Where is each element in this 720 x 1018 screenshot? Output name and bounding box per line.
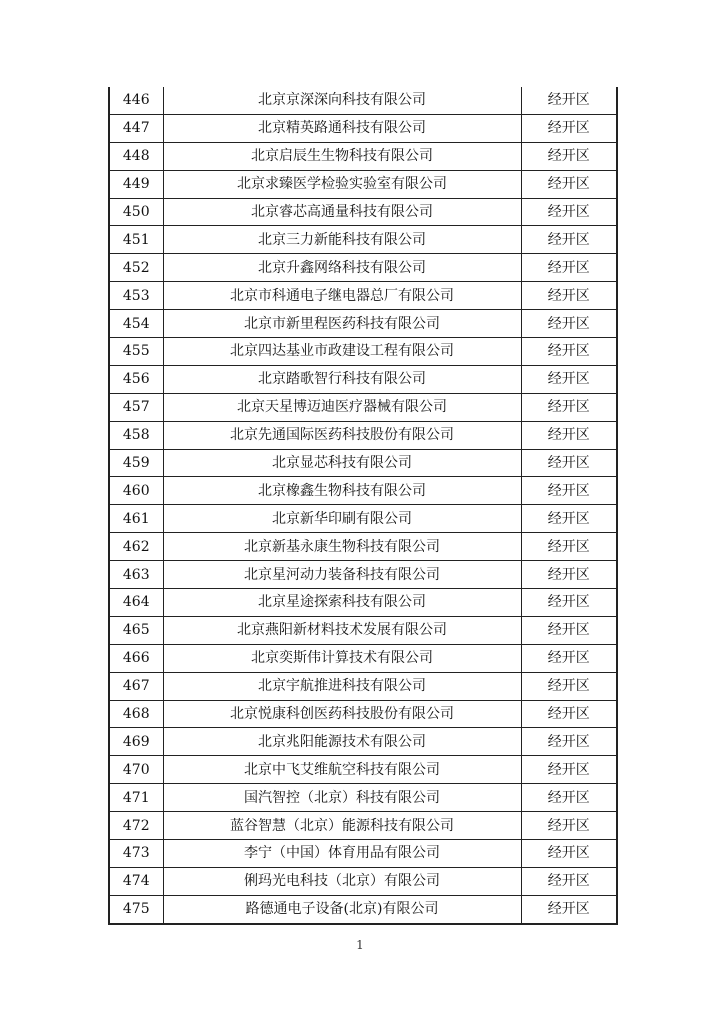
table-row — [109, 87, 617, 114]
row-number: 455 — [109, 338, 163, 366]
district-name: 经开区 — [521, 170, 617, 198]
company-name: 北京启辰生生物科技有限公司 — [163, 142, 521, 170]
company-name: 北京求臻医学检验实验室有限公司 — [163, 170, 521, 198]
district-name: 经开区 — [521, 867, 617, 895]
company-name: 北京市科通电子继电器总厂有限公司 — [163, 282, 521, 310]
table-row — [109, 198, 617, 226]
district-name: 经开区 — [521, 812, 617, 840]
district-name: 经开区 — [521, 505, 617, 533]
row-number: 465 — [109, 616, 163, 644]
district-name: 经开区 — [521, 784, 617, 812]
row-number: 475 — [109, 895, 163, 923]
company-name: 北京升鑫网络科技有限公司 — [163, 254, 521, 282]
row-number: 468 — [109, 700, 163, 728]
table-row — [109, 700, 617, 728]
row-number: 460 — [109, 477, 163, 505]
table-row — [109, 310, 617, 338]
table-row — [109, 589, 617, 617]
district-name: 经开区 — [521, 449, 617, 477]
district-name: 经开区 — [521, 840, 617, 868]
company-name: 北京燕阳新材料技术发展有限公司 — [163, 616, 521, 644]
table-row — [109, 756, 617, 784]
district-name: 经开区 — [521, 589, 617, 617]
row-number: 474 — [109, 867, 163, 895]
row-number: 471 — [109, 784, 163, 812]
table-row — [109, 338, 617, 366]
table-row — [109, 449, 617, 477]
company-name: 北京三力新能科技有限公司 — [163, 226, 521, 254]
table-row — [109, 616, 617, 644]
district-name: 经开区 — [521, 561, 617, 589]
company-name: 北京新华印刷有限公司 — [163, 505, 521, 533]
company-name: 北京精英路通科技有限公司 — [163, 114, 521, 142]
row-number: 464 — [109, 589, 163, 617]
row-number: 469 — [109, 728, 163, 756]
company-name: 北京市新里程医药科技有限公司 — [163, 310, 521, 338]
district-name: 经开区 — [521, 421, 617, 449]
company-name: 北京踏歌智行科技有限公司 — [163, 365, 521, 393]
district-name: 经开区 — [521, 142, 617, 170]
district-name: 经开区 — [521, 895, 617, 923]
district-name: 经开区 — [521, 198, 617, 226]
table-row — [109, 393, 617, 421]
row-number: 452 — [109, 254, 163, 282]
row-number: 446 — [109, 87, 163, 114]
row-number: 447 — [109, 114, 163, 142]
table-row — [109, 142, 617, 170]
row-number: 467 — [109, 672, 163, 700]
company-name: 李宁（中国）体育用品有限公司 — [163, 840, 521, 868]
company-name: 北京奕斯伟计算技术有限公司 — [163, 644, 521, 672]
company-name: 北京新基永康生物科技有限公司 — [163, 533, 521, 561]
company-name: 北京宇航推进科技有限公司 — [163, 672, 521, 700]
table-row — [109, 477, 617, 505]
row-number: 451 — [109, 226, 163, 254]
table-row — [109, 282, 617, 310]
district-name: 经开区 — [521, 728, 617, 756]
table-row — [109, 226, 617, 254]
company-name: 北京橡鑫生物科技有限公司 — [163, 477, 521, 505]
table-row — [109, 644, 617, 672]
company-table — [108, 87, 618, 925]
company-name: 北京星河动力装备科技有限公司 — [163, 561, 521, 589]
district-name: 经开区 — [521, 310, 617, 338]
table-row — [109, 812, 617, 840]
company-table-body — [109, 87, 617, 924]
district-name: 经开区 — [521, 756, 617, 784]
row-number: 470 — [109, 756, 163, 784]
company-name: 北京悦康科创医药科技股份有限公司 — [163, 700, 521, 728]
row-number: 473 — [109, 840, 163, 868]
district-name: 经开区 — [521, 282, 617, 310]
company-name: 北京显芯科技有限公司 — [163, 449, 521, 477]
table-row — [109, 784, 617, 812]
district-name: 经开区 — [521, 114, 617, 142]
row-number: 458 — [109, 421, 163, 449]
table-row — [109, 895, 617, 923]
table-row — [109, 533, 617, 561]
table-row — [109, 505, 617, 533]
company-name: 北京先通国际医药科技股份有限公司 — [163, 421, 521, 449]
table-row — [109, 561, 617, 589]
row-number: 472 — [109, 812, 163, 840]
table-row — [109, 170, 617, 198]
district-name: 经开区 — [521, 393, 617, 421]
company-name: 北京睿芯高通量科技有限公司 — [163, 198, 521, 226]
table-row — [109, 254, 617, 282]
company-name: 俐玛光电科技（北京）有限公司 — [163, 867, 521, 895]
table-row — [109, 365, 617, 393]
table-row — [109, 840, 617, 868]
row-number: 462 — [109, 533, 163, 561]
company-name: 北京四达基业市政建设工程有限公司 — [163, 338, 521, 366]
company-name: 北京天星博迈迪医疗器械有限公司 — [163, 393, 521, 421]
district-name: 经开区 — [521, 616, 617, 644]
row-number: 448 — [109, 142, 163, 170]
district-name: 经开区 — [521, 338, 617, 366]
company-name: 国汽智控（北京）科技有限公司 — [163, 784, 521, 812]
company-name: 北京星途探索科技有限公司 — [163, 589, 521, 617]
row-number: 459 — [109, 449, 163, 477]
row-number: 457 — [109, 393, 163, 421]
company-name: 北京兆阳能源技术有限公司 — [163, 728, 521, 756]
district-name: 经开区 — [521, 87, 617, 114]
district-name: 经开区 — [521, 644, 617, 672]
district-name: 经开区 — [521, 672, 617, 700]
district-name: 经开区 — [521, 533, 617, 561]
company-name: 路德通电子设备(北京)有限公司 — [163, 895, 521, 923]
row-number: 463 — [109, 561, 163, 589]
row-number: 449 — [109, 170, 163, 198]
row-number: 456 — [109, 365, 163, 393]
table-row — [109, 421, 617, 449]
table-row — [109, 867, 617, 895]
district-name: 经开区 — [521, 254, 617, 282]
company-name: 北京中飞艾维航空科技有限公司 — [163, 756, 521, 784]
district-name: 经开区 — [521, 700, 617, 728]
district-name: 经开区 — [521, 226, 617, 254]
table-row — [109, 114, 617, 142]
page-number: 1 — [356, 938, 364, 952]
row-number: 450 — [109, 198, 163, 226]
company-name: 北京京深深向科技有限公司 — [163, 87, 521, 114]
district-name: 经开区 — [521, 477, 617, 505]
row-number: 461 — [109, 505, 163, 533]
row-number: 454 — [109, 310, 163, 338]
district-name: 经开区 — [521, 365, 617, 393]
company-name: 蓝谷智慧（北京）能源科技有限公司 — [163, 812, 521, 840]
table-row — [109, 672, 617, 700]
table-row — [109, 728, 617, 756]
row-number: 466 — [109, 644, 163, 672]
row-number: 453 — [109, 282, 163, 310]
